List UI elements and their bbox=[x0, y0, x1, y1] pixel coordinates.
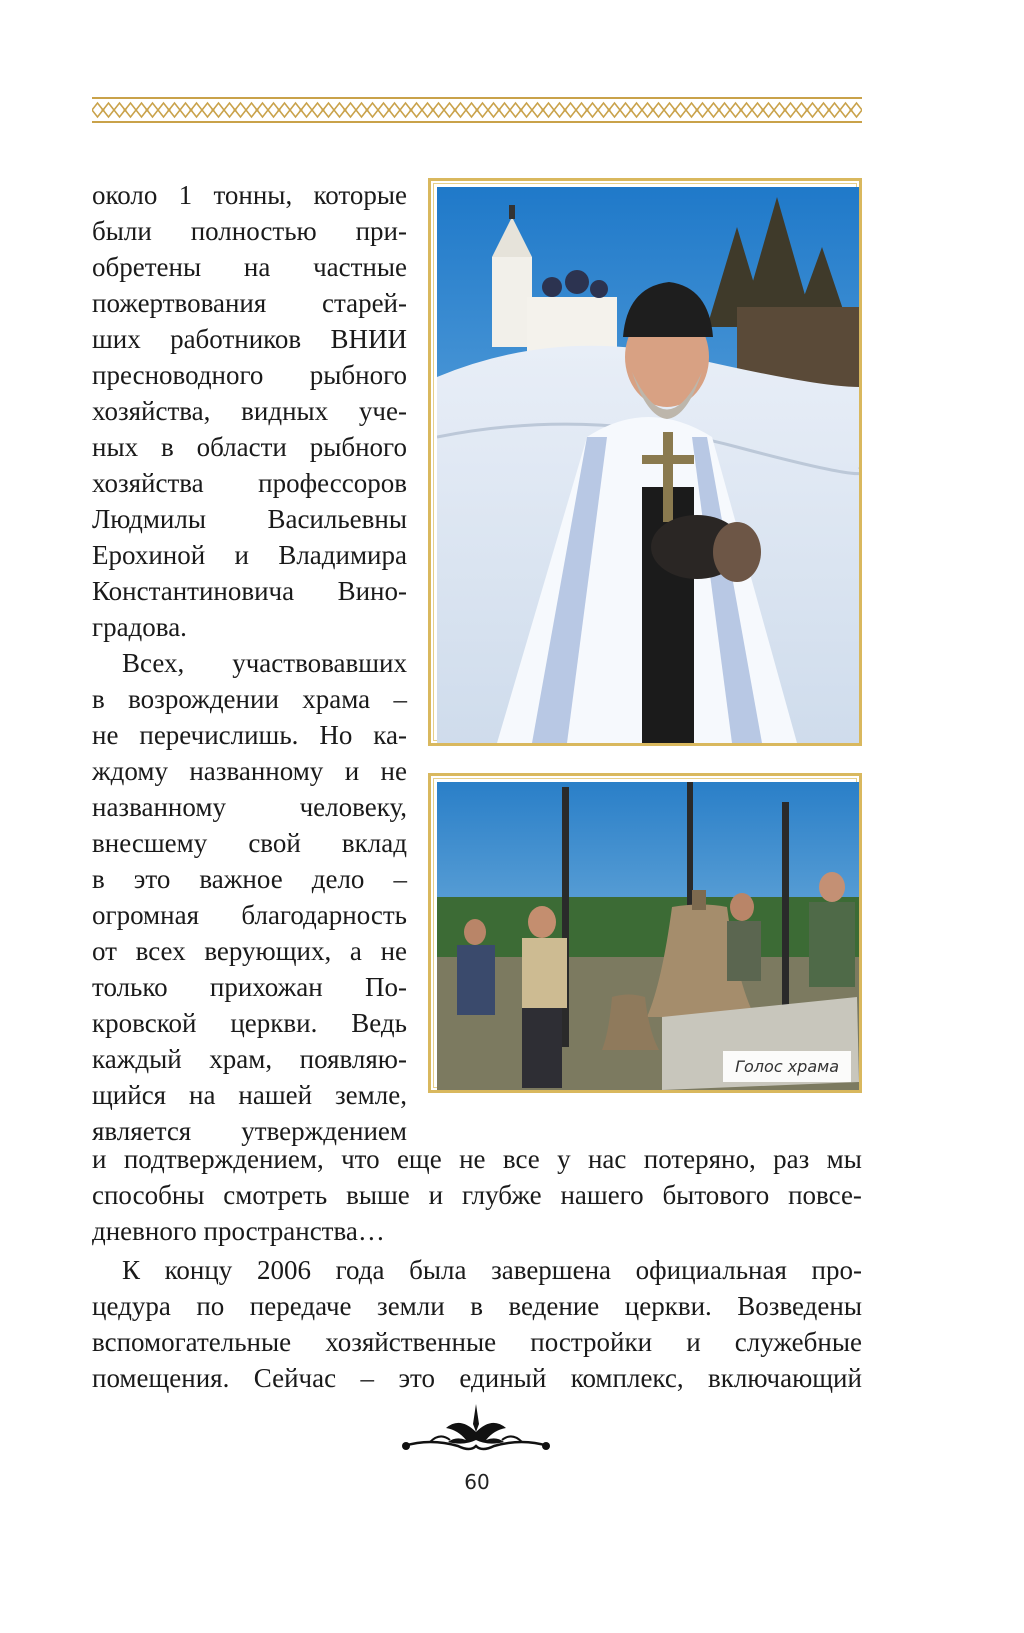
text-line: К концу 2006 года была завершена официальная про- bbox=[122, 1255, 862, 1285]
text-line: каждый храм, появляю- bbox=[92, 1044, 407, 1074]
bell-lifting-photo bbox=[437, 782, 859, 1090]
text-line: хозяйства профессоров bbox=[92, 468, 407, 498]
full-width-text bbox=[92, 1141, 862, 1396]
text-line: только прихожан По- bbox=[92, 972, 407, 1002]
text-line: не перечислишь. Но ка- bbox=[92, 720, 407, 750]
text-line: хозяйства, видных уче- bbox=[92, 396, 407, 426]
text-line: огромная благодарность bbox=[92, 900, 407, 930]
header-ornament bbox=[92, 97, 862, 123]
photo-caption: Голос храма bbox=[723, 1051, 851, 1082]
text-line: Людмилы Васильевны bbox=[92, 504, 407, 534]
left-column-text bbox=[92, 177, 407, 1149]
text-line: ших работников ВНИИ bbox=[92, 324, 407, 354]
text-line: является утверждением bbox=[92, 1116, 407, 1146]
text-line: способны смотреть выше и глубже нашего бытового повсе- bbox=[92, 1180, 862, 1210]
text-line: ных в области рыбного bbox=[92, 432, 407, 462]
page-number: 60 bbox=[464, 1470, 490, 1494]
text-line: пожертвования старей- bbox=[92, 288, 407, 318]
text-line: от всех верующих, а не bbox=[92, 936, 407, 966]
text-line: щийся на нашей земле, bbox=[92, 1080, 407, 1110]
text-line: Константиновича Вино- bbox=[92, 576, 407, 606]
text-line: Ерохиной и Владимира bbox=[92, 540, 407, 570]
text-line: названному человеку, bbox=[92, 792, 407, 822]
text-line: дневного пространства… bbox=[92, 1216, 385, 1246]
text-line: обретены на частные bbox=[92, 252, 407, 282]
bell-photo-frame bbox=[428, 773, 862, 1093]
priest-photo-frame bbox=[428, 178, 862, 746]
text-line: ждому названному и не bbox=[92, 756, 407, 786]
text-line: пресноводного рыбного bbox=[92, 360, 407, 390]
text-line: помещения. Сейчас – это единый комплекс, включающий bbox=[92, 1363, 862, 1393]
text-line: цедура по передаче земли в ведение церкви. Возведены bbox=[92, 1291, 862, 1321]
text-line: вспомогательные хозяйственные постройки и служебные bbox=[92, 1327, 862, 1357]
text-line: в это важное дело – bbox=[92, 864, 407, 894]
text-line: кровской церкви. Ведь bbox=[92, 1008, 407, 1038]
text-line: были полностью при- bbox=[92, 216, 407, 246]
text-line: в возрождении храма – bbox=[92, 684, 407, 714]
footer-ornament bbox=[400, 1402, 552, 1458]
text-line: около 1 тонны, которые bbox=[92, 180, 407, 210]
text-line: и подтверждением, что еще не все у нас потеряно, раз мы bbox=[92, 1144, 862, 1174]
text-line: внесшему свой вклад bbox=[92, 828, 407, 858]
priest-in-winter-photo bbox=[437, 187, 859, 743]
text-line: Всех, участвовавших bbox=[122, 648, 407, 678]
text-line: градова. bbox=[92, 612, 187, 642]
